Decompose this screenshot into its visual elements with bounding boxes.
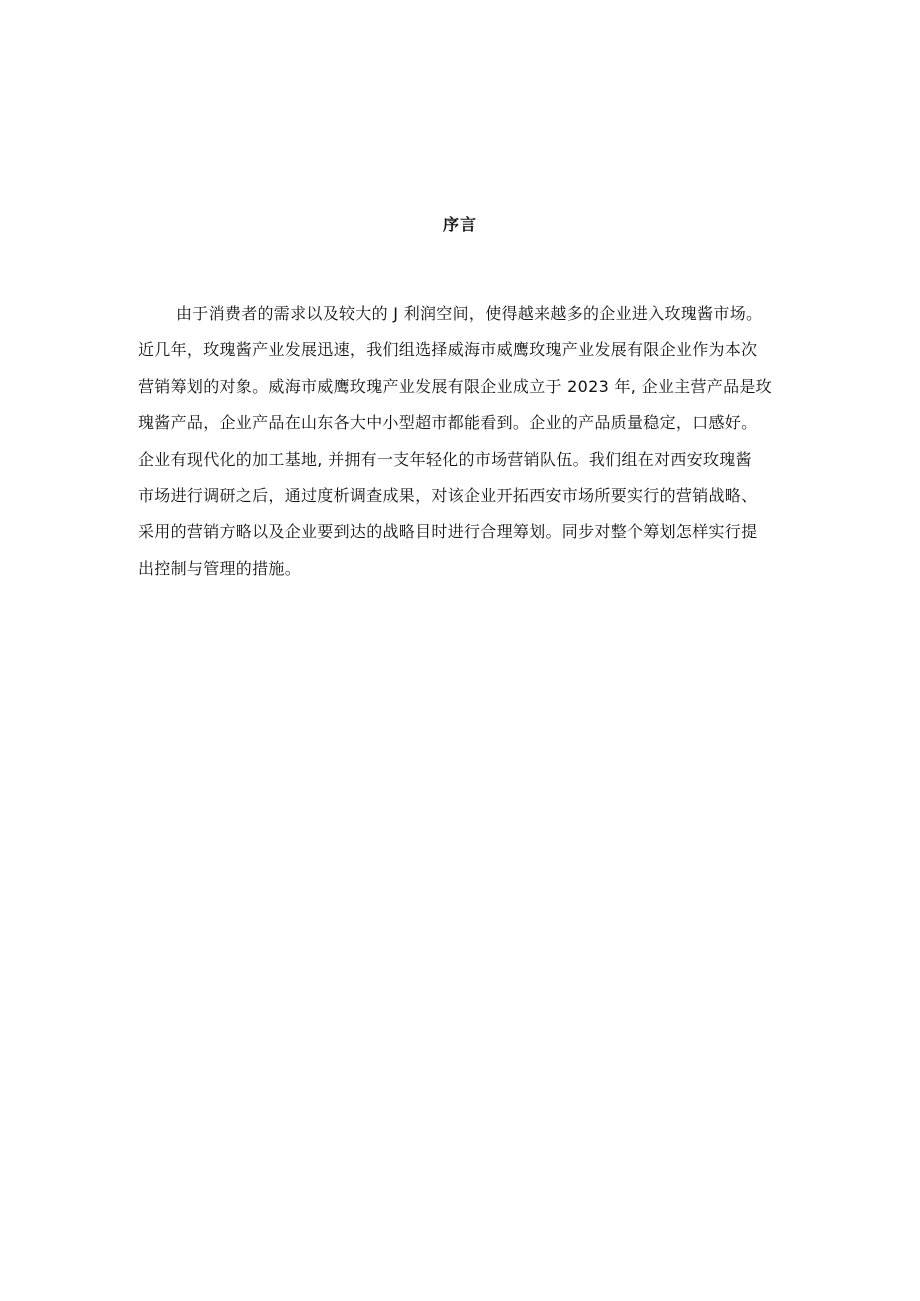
paragraph-line: 出控制与管理的措施。: [138, 558, 302, 578]
paragraph-line: 营销筹划的对象。威海市威鹰玫瑰产业发展有限企业成立于 2023 年, 企业主营产品是玫: [138, 376, 772, 396]
paragraph-line: 市场进行调研之后，通过度析调查成果，对该企业开拓西安市场所要实行的营销战略、: [138, 485, 758, 505]
paragraph-line: 瑰酱产品，企业产品在山东各大中小型超市都能看到。企业的产品质量稳定，口感好。: [138, 413, 758, 433]
paragraph-line: 采用的营销方略以及企业要到达的战略目时进行合理筹划。同步对整个筹划怎样实行提: [138, 522, 758, 542]
preface-paragraph: [138, 300, 798, 591]
page-title: 序言: [442, 215, 477, 234]
paragraph-line: 近几年，玫瑰酱产业发展迅速，我们组选择威海市威鹰玫瑰产业发展有限企业作为本次: [138, 340, 758, 360]
paragraph-line: 由于消费者的需求以及较大的 J 利润空间，使得越来越多的企业进入玫瑰酱市场。: [176, 304, 763, 323]
paragraph-line: 企业有现代化的加工基地, 并拥有一支年轻化的市场营销队伍。我们组在对西安玫瑰酱: [138, 449, 752, 469]
